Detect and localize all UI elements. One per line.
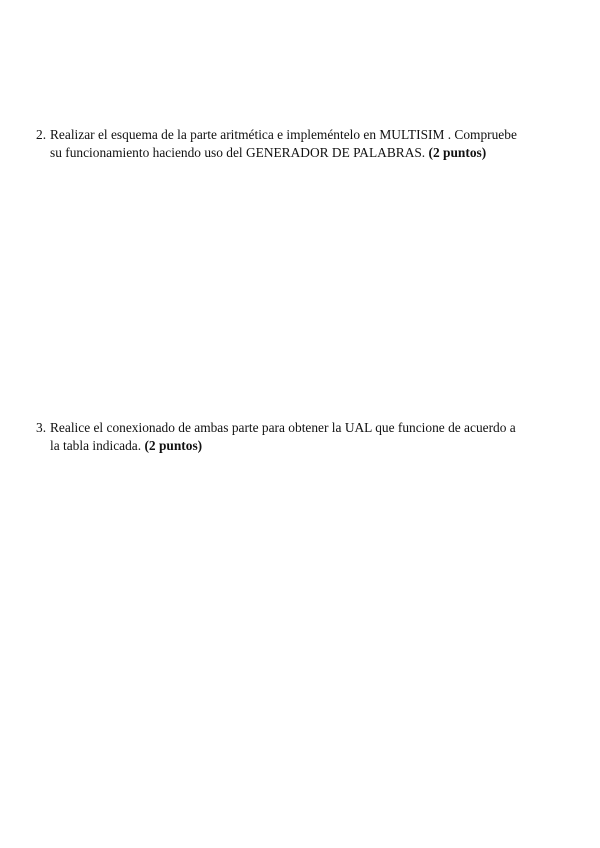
question-line-1: Realice el conexionado de ambas parte para obtener la UAL que funcione de acuerdo a [50, 420, 516, 435]
question-line-2 [50, 437, 556, 455]
question-line-2-text: la tabla indicada. [50, 438, 142, 453]
question-line-2-text: su funcionamiento haciendo uso del GENERADOR DE PALABRAS. [50, 145, 426, 160]
question-line-1: Realizar el esquema de la parte aritmética e impleméntelo en MULTISIM . Compruebe [50, 127, 517, 142]
question-3 [36, 419, 556, 455]
question-2 [36, 126, 556, 162]
question-text [50, 126, 556, 162]
question-number: 2. [36, 127, 47, 142]
question-line-2 [50, 144, 556, 162]
question-number: 3. [36, 420, 47, 435]
points-label: (2 puntos) [428, 145, 487, 160]
points-label: (2 puntos) [144, 438, 203, 453]
question-text [50, 419, 556, 455]
